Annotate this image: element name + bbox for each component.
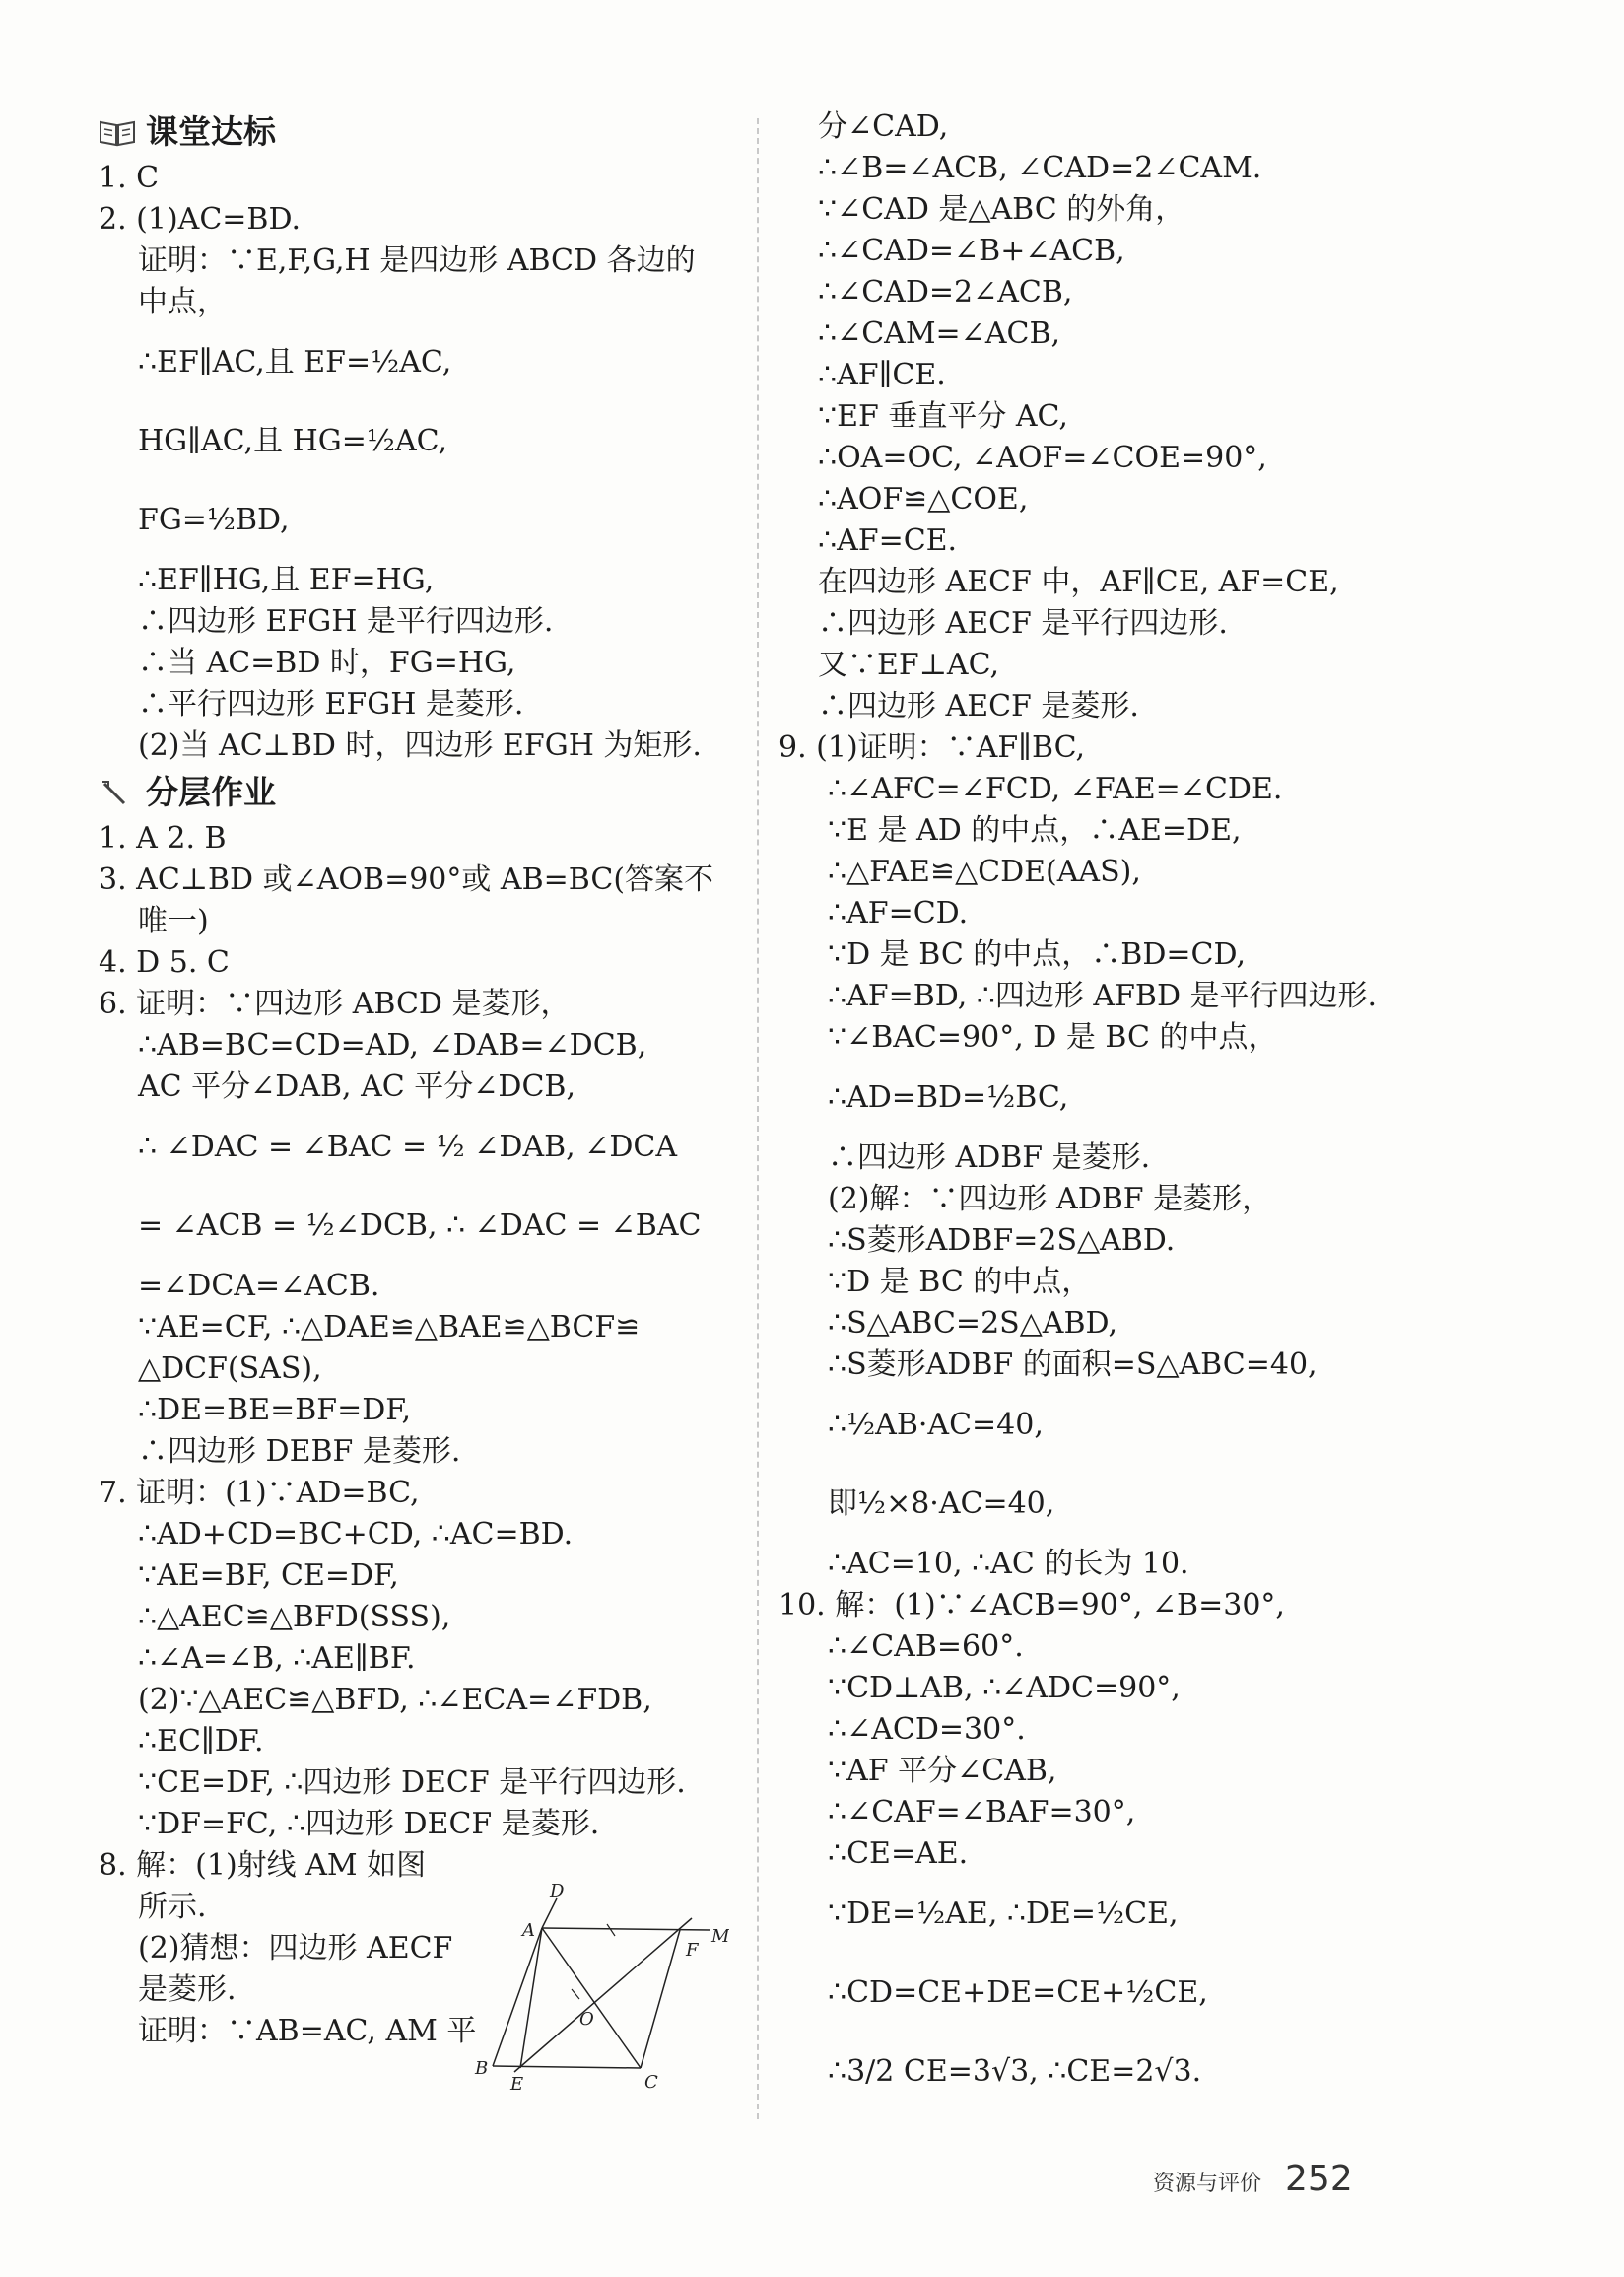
answer-line: ∴∠AFC=∠FCD, ∠FAE=∠CDE. [828,772,1283,806]
answer-line: ∴AD=BD=½BC, [828,1080,1069,1115]
rhombus-construction-figure [453,1879,729,2096]
answer-line: ∴AF=CE. [818,523,958,558]
answer-line: ∴AC=10, ∴AC 的长为 10. [828,1547,1189,1581]
answer-line: ∴ ∠DAC = ∠BAC = ½ ∠DAB, ∠DCA [138,1130,678,1164]
answer-line: ∴∠CAB=60°. [828,1629,1024,1664]
footer-label: 资源与评价 [1153,2172,1262,2196]
answer-line: ∵AF 平分∠CAB, [828,1754,1057,1788]
answer-line: ∴AF=CD. [828,896,969,931]
answer-line: ∵DE=½AE, ∴DE=½CE, [828,1897,1179,1931]
answer-line: ∴DE=BE=BF=DF, [138,1393,411,1427]
answer-line: HG∥AC,且 HG=½AC, [138,424,448,458]
right-column [778,106,1527,2111]
answer-line: 7. 证明：(1)∵AD=BC, [99,1476,420,1510]
answer-line: = ∠ACB = ½∠DCB, ∴ ∠DAC = ∠BAC [138,1208,702,1243]
answer-line: 分∠CAD, [818,109,949,144]
page-number: 252 [1285,2159,1353,2199]
answer-line: ∴四边形 EFGH 是平行四边形. [138,604,554,639]
answer-line: (2)∵△AEC≌△BFD, ∴∠ECA=∠FDB, [138,1683,652,1717]
answer-line: 6. 证明：∵四边形 ABCD 是菱形， [99,987,571,1021]
svg-text:C: C [644,2072,658,2093]
answer-line: ∴AB=BC=CD=AD, ∠DAB=∠DCB, [138,1028,647,1063]
pencil-icon [99,778,136,807]
answer-line: ∴EC∥DF. [138,1724,264,1759]
answer-line: 9. (1)证明：∵AF∥BC, [778,730,1086,765]
answer-line: 中点， [138,285,227,319]
svg-text:E: E [510,2074,524,2095]
answer-line: 即½×8·AC=40, [828,1486,1055,1521]
answer-line: 4. D 5. C [99,945,230,980]
answer-line: ∴S菱形ADBF 的面积=S△ABC=40, [828,1347,1318,1382]
answer-line: ∴四边形 AECF 是菱形. [818,689,1139,724]
answer-line: ∴∠B=∠ACB, ∠CAD=2∠CAM. [818,151,1262,185]
answer-line: =∠DCA=∠ACB. [138,1269,380,1303]
answer-line: ∴EF∥AC,且 EF=½AC, [138,345,452,380]
answer-line: 10. 解：(1)∵∠ACB=90°, ∠B=30°, [778,1588,1285,1622]
answer-line: 是菱形. [138,1972,237,2007]
answer-line: ∴∠CAD=2∠ACB, [818,275,1073,310]
answer-line: ∵CE=DF, ∴四边形 DECF 是平行四边形. [138,1765,686,1800]
answer-line: 证明：∵AB=AC, AM 平 [138,2014,477,2048]
svg-text:B: B [475,2058,489,2079]
answer-line: ∵D 是 BC 的中点，∴BD=CD, [828,937,1247,972]
answer-line: ∴AD+CD=BC+CD, ∴AC=BD. [138,1517,574,1552]
section-heading-text: 分层作业 [146,773,276,811]
answer-line: 证明：∵E,F,G,H 是四边形 ABCD 各边的 [138,243,696,278]
answer-line: ∴AF∥CE. [818,358,946,392]
section-heading [99,767,749,818]
svg-text:A: A [522,1920,535,1941]
answer-line: ∴∠CAD=∠B+∠ACB, [818,234,1125,268]
answer-line: FG=½BD, [138,503,290,537]
answer-line: ∴OA=OC, ∠AOF=∠COE=90°, [818,441,1267,475]
svg-text:F: F [686,1940,699,1961]
answer-line: ∵∠BAC=90°, D 是 BC 的中点， [828,1020,1278,1055]
answer-line: 唯一) [138,904,209,938]
answer-line: ∴3/2 CE=3√3, ∴CE=2√3. [828,2054,1202,2089]
answer-line: ∴AF=BD, ∴四边形 AFBD 是平行四边形. [828,979,1378,1013]
answer-line: ∴当 AC=BD 时，FG=HG, [138,646,516,680]
answer-line: ∵DF=FC, ∴四边形 DECF 是菱形. [138,1807,600,1841]
answer-line: (2)猜想：四边形 AECF [138,1931,453,1966]
answer-line: ∵E 是 AD 的中点，∴AE=DE, [828,813,1242,848]
answer-line: 2. (1)AC=BD. [99,202,301,237]
svg-text:O: O [579,2009,594,2030]
book-icon [99,117,136,147]
answer-line: ∴AOF≌△COE, [818,482,1029,517]
answer-line: ∵AE=CF, ∴△DAE≌△BAE≌△BCF≌ [138,1310,641,1345]
answer-line: ∵∠CAD 是△ABC 的外角， [818,192,1185,227]
answer-line: ∴∠CAM=∠ACB, [818,316,1061,351]
answer-line: ∴△AEC≌△BFD(SSS), [138,1600,451,1634]
answer-line: ∴∠A=∠B, ∴AE∥BF. [138,1641,416,1676]
answer-line: ∵D 是 BC 的中点， [828,1265,1092,1299]
section-heading-text: 课堂达标 [146,112,276,151]
answer-line: ∵CD⊥AB, ∴∠ADC=90°, [828,1671,1181,1705]
answer-line: ∴∠ACD=30°. [828,1712,1026,1747]
column-divider [757,118,759,2119]
answer-line: △DCF(SAS), [138,1351,322,1386]
answer-line: 在四边形 AECF 中，AF∥CE, AF=CE, [818,565,1339,599]
section-heading [99,106,749,158]
left-column [99,106,749,2052]
page-footer [1153,2159,1353,2199]
answer-line: ∴S△ABC=2S△ABD, [828,1306,1118,1341]
answer-line: ∴四边形 DEBF 是菱形. [138,1434,461,1469]
answer-line: ∴CD=CE+DE=CE+½CE, [828,1975,1208,2010]
answer-line: ∴四边形 ADBF 是菱形. [828,1140,1151,1175]
answer-line: AC 平分∠DAB, AC 平分∠DCB, [138,1070,576,1104]
answer-line: ∴四边形 AECF 是平行四边形. [818,606,1228,641]
answer-line: 1. A 2. B [99,821,227,856]
answer-line: 1. C [99,161,160,195]
answer-line: 8. 解：(1)射线 AM 如图 [99,1848,427,1883]
answer-line: (2)解：∵四边形 ADBF 是菱形， [828,1182,1272,1216]
answer-line: ∴½AB·AC=40, [828,1408,1044,1442]
answer-line: 3. AC⊥BD 或∠AOB=90°或 AB=BC(答案不 [99,862,714,897]
answer-line: ∴EF∥HG,且 EF=HG, [138,563,435,597]
answer-line: ∴CE=AE. [828,1836,969,1871]
answer-line: (2)当 AC⊥BD 时，四边形 EFGH 为矩形. [138,728,702,763]
answer-line: ∴∠CAF=∠BAF=30°, [828,1795,1136,1829]
answer-line: 又∵EF⊥AC, [818,648,1000,682]
answer-line: 所示. [138,1890,207,1924]
answer-line: ∴平行四边形 EFGH 是菱形. [138,687,524,722]
answer-line: ∴S菱形ADBF=2S△ABD. [828,1223,1176,1258]
answer-line: ∵AE=BF, CE=DF, [138,1558,399,1593]
answer-line: ∵EF 垂直平分 AC, [818,399,1068,434]
svg-text:M: M [711,1926,729,1947]
answer-line: ∴△FAE≌△CDE(AAS), [828,855,1141,889]
svg-text:D: D [550,1881,565,1901]
